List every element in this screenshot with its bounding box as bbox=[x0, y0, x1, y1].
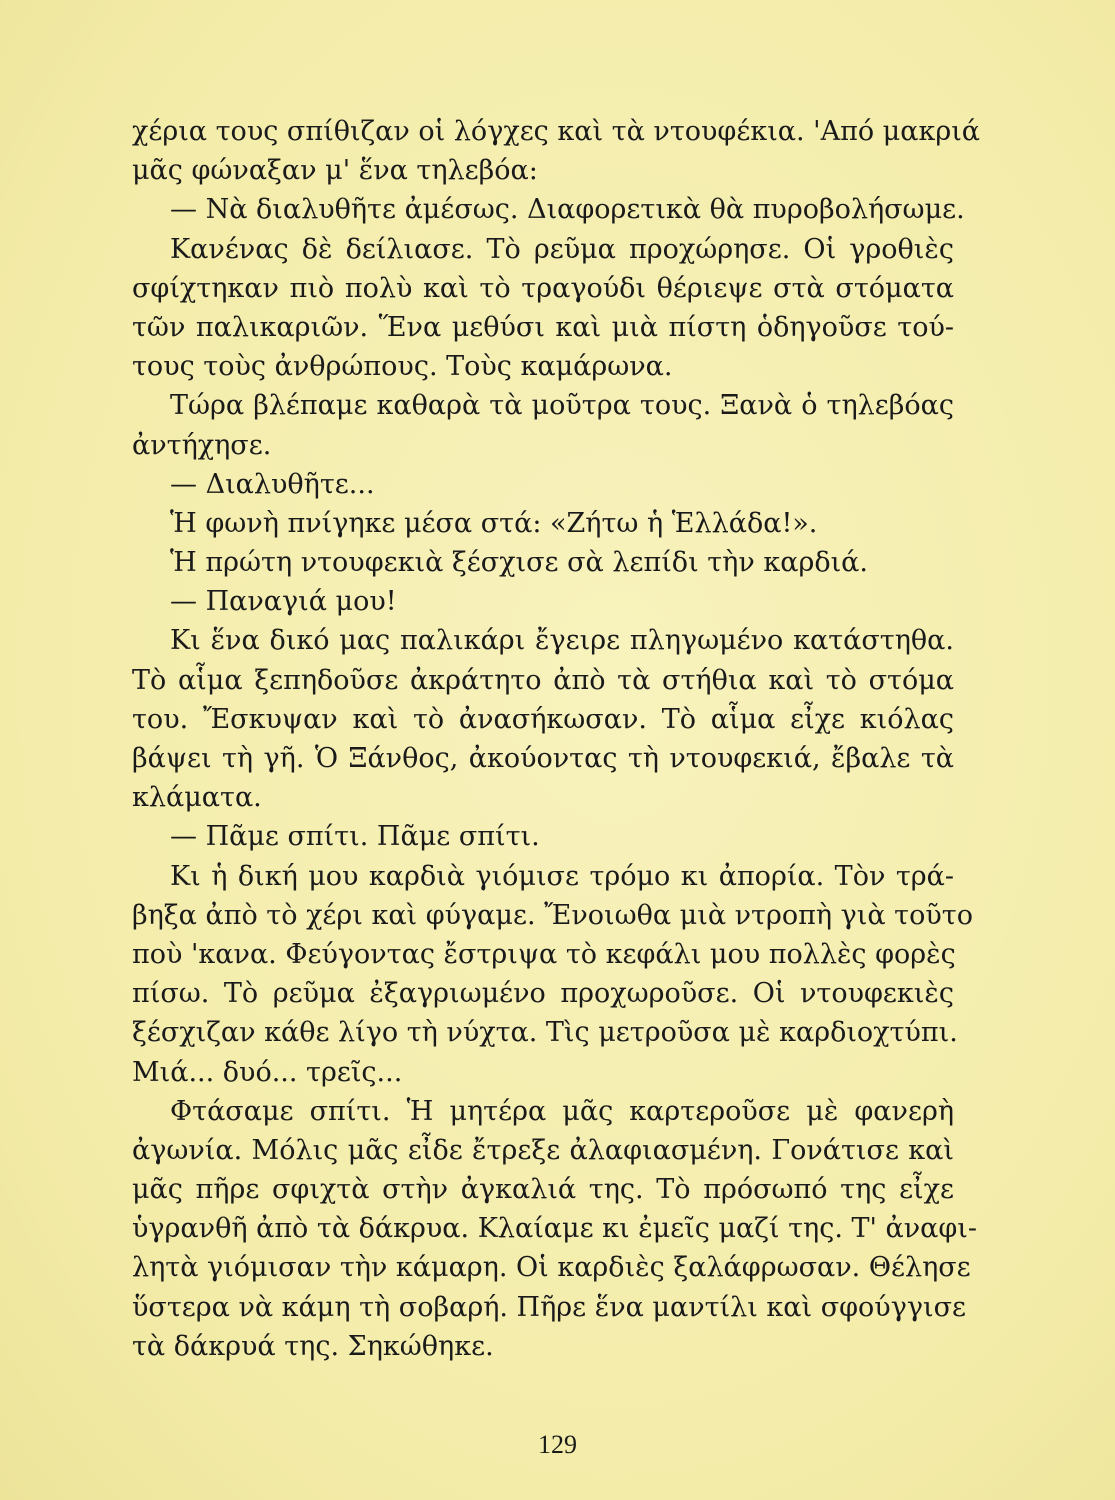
text-line: Κι ἕνα δικό μας παλικάρι ἔγειρε πληγωμένο κατάστηθα. bbox=[170, 625, 954, 657]
text-line: Μιά... δυό... τρεῖς... bbox=[132, 1056, 403, 1088]
text-line: τους τοὺς ἀνθρώπους. Τοὺς καμάρωνα. bbox=[132, 351, 673, 383]
text-line: ὕστερα νὰ κάμη τὴ σοβαρή. Πῆρε ἕνα μαντίλι καὶ σφούγγισε bbox=[132, 1291, 966, 1323]
text-line: Τώρα βλέπαμε καθαρὰ τὰ μοῦτρα τους. Ξανὰ ὁ τηλεβόας bbox=[170, 390, 954, 422]
text-line: Φτάσαμε σπίτι. Ἡ μητέρα μᾶς καρτεροῦσε μὲ φανερὴ bbox=[170, 1095, 954, 1127]
text-line: μᾶς φώναξαν μ' ἕνα τηλεβόα: bbox=[132, 155, 538, 187]
text-line: του. Ἔσκυψαν καὶ τὸ ἀνασήκωσαν. Τὸ αἷμα εἶχε κιόλας bbox=[132, 703, 954, 735]
page-body-text bbox=[132, 112, 981, 1366]
text-line: ὑγρανθῆ ἀπὸ τὰ δάκρυα. Κλαίαμε κι ἐμεῖς μαζί της. Τ' ἀναφι- bbox=[132, 1213, 978, 1245]
text-line: σφίχτηκαν πιὸ πολὺ καὶ τὸ τραγούδι θέριεψε στὰ στόματα bbox=[132, 272, 954, 304]
text-line: μᾶς πῆρε σφιχτὰ στὴν ἀγκαλιά της. Τὸ πρόσωπό της εἶχε bbox=[132, 1174, 954, 1206]
text-line: πίσω. Τὸ ρεῦμα ἐξαγριωμένο προχωροῦσε. Οἱ ντουφεκιὲς bbox=[132, 978, 954, 1010]
text-line: ἀντήχησε. bbox=[132, 429, 272, 461]
text-line: ξέσχιζαν κάθε λίγο τὴ νύχτα. Τὶς μετροῦσα μὲ καρδιοχτύπι. bbox=[132, 1017, 958, 1049]
text-line: χέρια τους σπίθιζαν οἱ λόγχες καὶ τὰ ντουφέκια. 'Από μακριά bbox=[132, 116, 981, 147]
text-line: — Νὰ διαλυθῆτε ἀμέσως. Διαφορετικὰ θὰ πυροβολήσωμε. bbox=[170, 194, 965, 226]
text-line: Τὸ αἷμα ξεπηδοῦσε ἀκράτητο ἀπὸ τὰ στήθια καὶ τὸ στόμα bbox=[132, 664, 954, 696]
text-line: — Διαλυθῆτε... bbox=[170, 468, 375, 500]
text-line: — Παναγιά μου! bbox=[170, 586, 397, 618]
text-line: Κι ἡ δική μου καρδιὰ γιόμισε τρόμο κι ἀπορία. Τὸν τρά- bbox=[170, 860, 954, 892]
text-line: Ἡ πρώτη ντουφεκιὰ ξέσχισε σὰ λεπίδι τὴν καρδιά. bbox=[170, 547, 868, 579]
page-number: 129 bbox=[538, 1430, 577, 1459]
text-line: βηξα ἀπὸ τὸ χέρι καὶ φύγαμε. Ἔνοιωθα μιὰ ντροπὴ γιὰ τοῦτο bbox=[132, 899, 973, 931]
text-line: κλάματα. bbox=[132, 782, 262, 814]
text-line: τὰ δάκρυά της. Σηκώθηκε. bbox=[132, 1330, 494, 1362]
text-line: τῶν παλικαριῶν. Ἕνα μεθύσι καὶ μιὰ πίστη ὁδηγοῦσε τού- bbox=[132, 311, 954, 343]
text-line: λητὰ γιόμισαν τὴν κάμαρη. Οἱ καρδιὲς ξαλάφρωσαν. Θέλησε bbox=[132, 1252, 971, 1284]
text-line: ποὺ 'κανα. Φεύγοντας ἔστριψα τὸ κεφάλι μου πολλὲς φορὲς bbox=[132, 938, 956, 970]
text-line: βάψει τὴ γῆ. Ὁ Ξάνθος, ἀκούοντας τὴ ντουφεκιά, ἔβαλε τὰ bbox=[132, 743, 954, 774]
text-line: ἀγωνία. Μόλις μᾶς εἶδε ἔτρεξε ἀλαφιασμένη. Γονάτισε καὶ bbox=[132, 1134, 954, 1166]
text-line: — Πᾶμε σπίτι. Πᾶμε σπίτι. bbox=[170, 821, 540, 853]
text-line: Ἡ φωνὴ πνίγηκε μέσα στά: «Ζήτω ἡ Ἑλλάδα!». bbox=[170, 507, 818, 539]
text-line: Κανένας δὲ δείλιασε. Τὸ ρεῦμα προχώρησε. Οἱ γροθιὲς bbox=[170, 233, 954, 265]
